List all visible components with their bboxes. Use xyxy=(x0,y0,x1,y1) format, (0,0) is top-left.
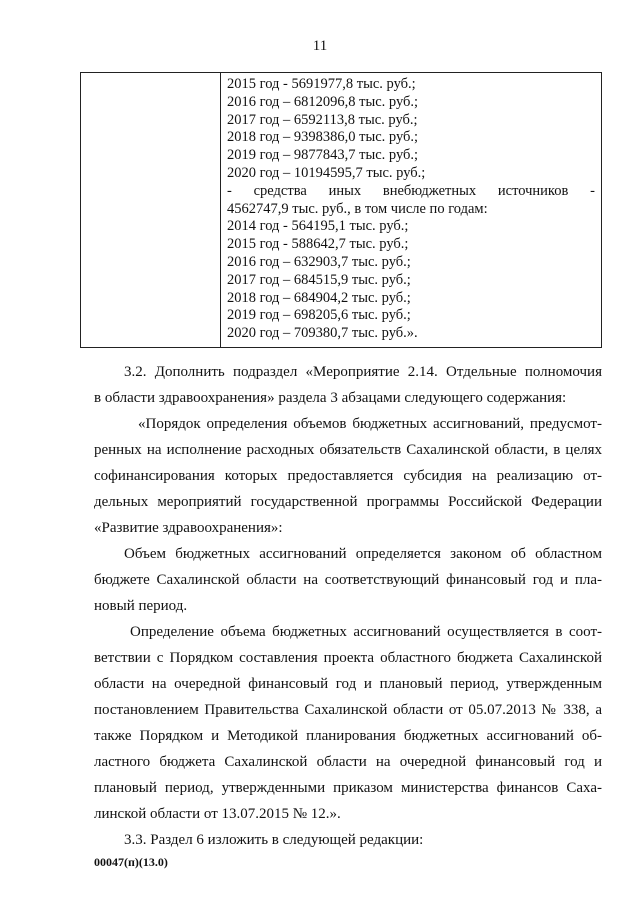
text-line: дельных мероприятий государственной программы Российской Федерации xyxy=(94,494,602,510)
funding-line: 2015 год - 588642,7 тыс. руб.; xyxy=(227,236,409,253)
funding-line: 2017 год – 684515,9 тыс. руб.; xyxy=(227,271,411,288)
funding-line: 2018 год – 684904,2 тыс. руб.; xyxy=(227,289,411,306)
funding-line: 2019 год – 9877843,7 тыс. руб.; xyxy=(227,147,419,164)
funding-line: 2020 год – 709380,7 тыс. руб.». xyxy=(227,325,418,342)
text-line: Объем бюджетных ассигнований определяется законом об областном xyxy=(124,546,602,562)
funding-line: 2015 год - 5691977,8 тыс. руб.; xyxy=(227,76,416,92)
heading-word: - xyxy=(590,182,595,199)
text-line: в области здравоохранения» раздела 3 абзацами следующего содержания: xyxy=(94,390,567,406)
funding-line: 2016 год – 632903,7 тыс. руб.; xyxy=(227,253,411,270)
heading-word: источников xyxy=(497,182,569,199)
text-line: ренных на исполнение расходных обязательств Сахалинской области, в целях xyxy=(94,442,602,458)
text-line: софинансирования которых предоставляется субсидия на реализацию от- xyxy=(94,468,602,484)
heading-word: внебюджетных xyxy=(382,182,477,199)
text-line: «Развитие здравоохранения»: xyxy=(94,520,283,536)
heading-word: - xyxy=(227,182,232,199)
text-line: «Порядок определения объемов бюджетных ассигнований, предусмот- xyxy=(138,416,602,432)
text-line: Определение объема бюджетных ассигнований осуществляется в соот- xyxy=(130,624,602,640)
heading-word: иных xyxy=(328,182,362,199)
heading-word: средства xyxy=(253,182,307,199)
page-number: 11 xyxy=(312,38,328,54)
table-cell-funding xyxy=(221,73,601,347)
text-line: линской области от 13.07.2015 № 12.». xyxy=(94,806,341,822)
other-sources-total: 4562747,9 тыс. руб., в том числе по годам: xyxy=(227,200,488,217)
funding-line: 2014 год - 564195,1 тыс. руб.; xyxy=(227,218,409,235)
document-code: 00047(п)(13.0) xyxy=(94,855,168,869)
text-line: бюджете Сахалинской области на соответствующий финансовый год и пла- xyxy=(94,572,602,588)
text-line: также Порядком и Методикой планирования бюджетных ассигнований об- xyxy=(94,728,602,744)
funding-line: 2016 год – 6812096,8 тыс. руб.; xyxy=(227,93,419,110)
funding-line: 2018 год – 9398386,0 тыс. руб.; xyxy=(227,129,419,146)
text-line: ластного бюджета Сахалинской области на очередной финансовый год и xyxy=(94,754,602,770)
text-line: области на очередной финансовый год и плановый период, утвержденным xyxy=(94,676,602,692)
text-line: постановлением Правительства Сахалинской области от 05.07.2013 № 338, а xyxy=(94,702,602,718)
paragraph-section-3-3 xyxy=(94,827,602,853)
text-line: 3.3. Раздел 6 изложить в следующей редакции: xyxy=(124,832,424,848)
text-line: 3.2. Дополнить подраздел «Мероприятие 2.14. Отдельные полномочия xyxy=(124,364,602,380)
funding-line: 2019 год – 698205,6 тыс. руб.; xyxy=(227,307,411,324)
funding-line: 2017 год – 6592113,8 тыс. руб.; xyxy=(227,111,418,128)
paragraph-quote-3 xyxy=(94,619,602,827)
table-cell-empty xyxy=(81,73,221,347)
other-sources-heading xyxy=(227,183,595,201)
funding-table xyxy=(80,72,602,348)
funding-line: 2020 год – 10194595,7 тыс. руб.; xyxy=(227,164,426,181)
paragraph-quote-1 xyxy=(94,411,602,541)
text-line: новый период. xyxy=(94,598,188,614)
text-line: плановый период, утвержденными приказом министерства финансов Саха- xyxy=(94,780,602,796)
paragraph-quote-2 xyxy=(94,541,602,619)
paragraph-section-3-2 xyxy=(94,359,602,411)
text-line: ветствии с Порядком составления проекта областного бюджета Сахалинской xyxy=(94,650,602,666)
